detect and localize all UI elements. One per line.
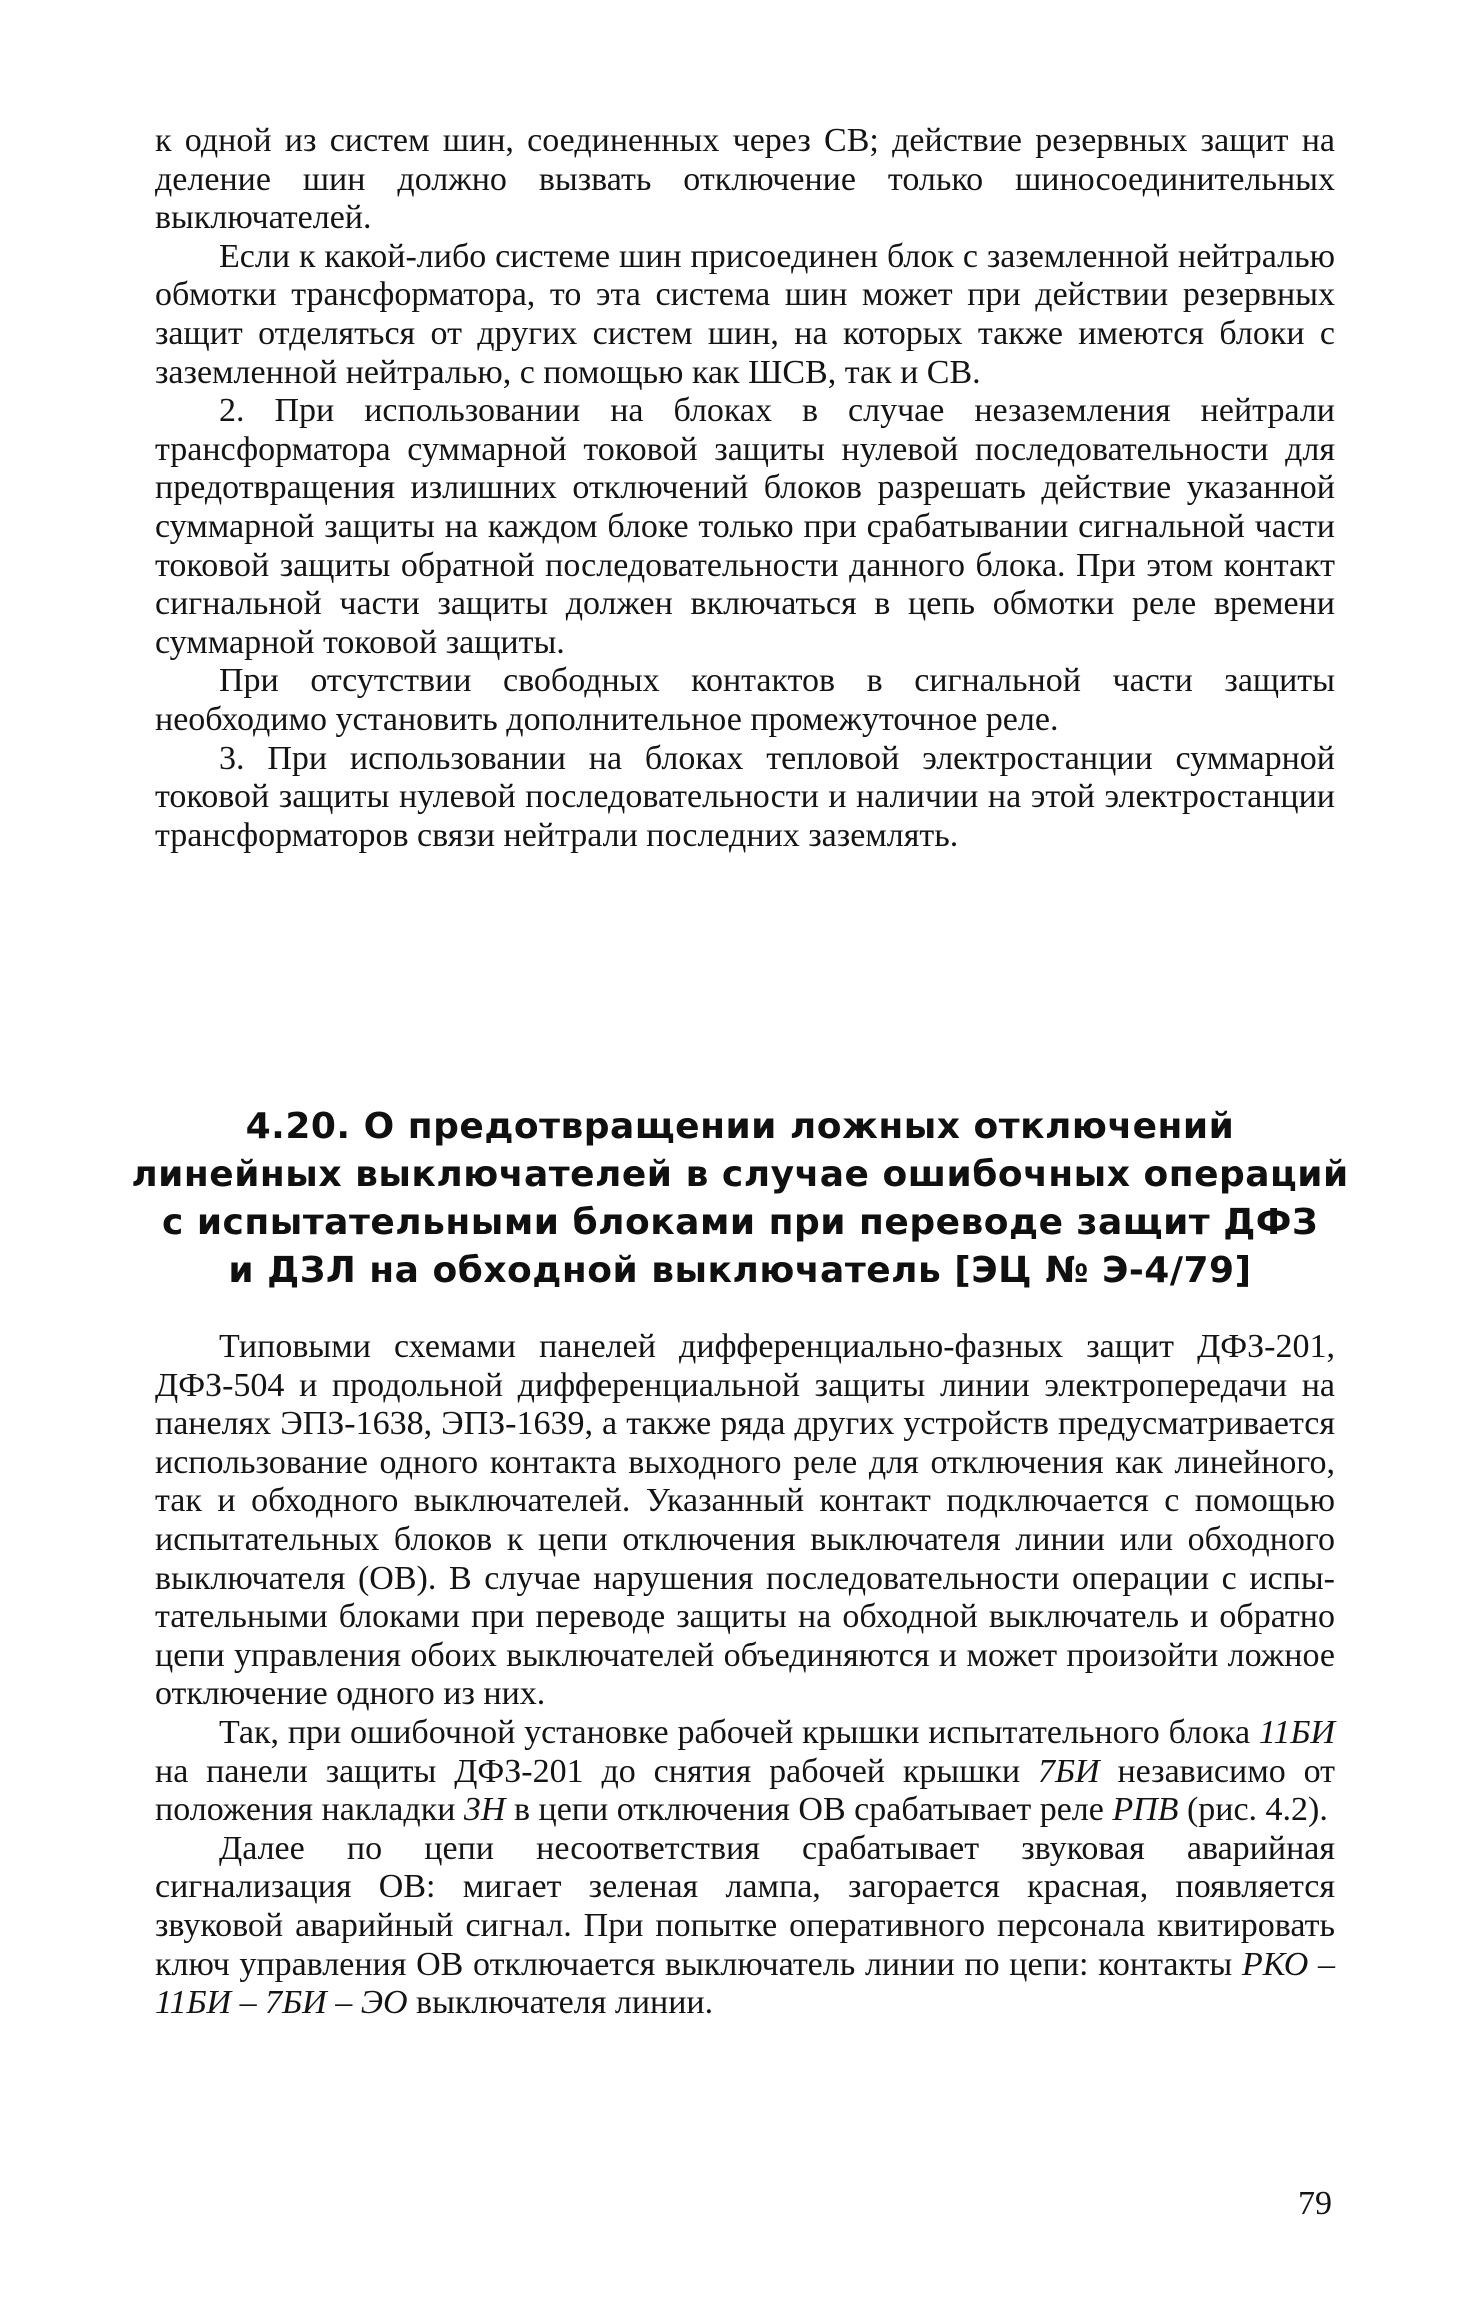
heading-line-3: с испытательными блоками при переводе защит ДФЗ	[161, 1202, 1319, 1243]
text-run: в цепи отключения ОВ срабатывает реле	[505, 1791, 1113, 1829]
paragraph-free-contacts: При отсутствии свободных контактов в сигнальной части защиты необходимо установить дополнительное промежуточное реле.	[155, 662, 1335, 738]
page-number: 79	[1298, 2185, 1332, 2222]
section-heading	[130, 1103, 1350, 1295]
text-run: на панели защиты ДФЗ-201 до снятия рабочей крышки	[155, 1752, 1038, 1790]
paragraph-item-3: 3. При использовании на блоках тепловой электростанции суммарной токовой защиты нулевой последовательности и наличии на этой электростанции трансформаторов связи нейтрали последних заземлять.	[155, 739, 1335, 854]
paragraph-typical-schemes: Типовыми схемами панелей дифференциально-фазных защит ДФЗ-201, ДФЗ-504 и продольной дифференциальной защиты линии электропередачи на панелях ЭПЗ-1638, ЭПЗ-1639, а также ряда других устройств предусматривается использование одного контакта выходного реле для отключения как линейного, так и обходного выключателей. Указанный контакт подключается с помощью испытательных блоков к цепи отключения выключателя линии или обходного выключателя (ОВ). В случае нарушения последовательности операции с испытательными блоками при переводе защиты на обходной выключатель и обратно цепи управления обоих выключателей объединяются и может произойти ложное отключение одного из них.	[155, 1328, 1335, 1713]
italic-term: 3Н	[463, 1791, 506, 1829]
text-run: выключателя линии.	[407, 1984, 714, 2022]
italic-term: РКО – 11БИ – 7БИ – ЭО	[155, 1945, 1335, 2022]
paragraph-grounded-neutral: Если к какой-либо системе шин присоединен блок с заземленной нейтралью обмотки трансформатора, то эта система шин может при действии резервных защит отделяться от других систем шин, на которых также имеются блоки с заземленной нейтралью, с помощью как ШСВ, так и СВ.	[155, 237, 1335, 391]
italic-term: 7БИ	[1037, 1752, 1100, 1790]
text-run: независимо от положения накладки	[155, 1752, 1335, 1829]
text-run: (рис. 4.2).	[1178, 1791, 1328, 1829]
heading-line-2: линейных выключателей в случае ошибочных операций	[131, 1154, 1349, 1195]
italic-term: РПВ	[1112, 1791, 1179, 1829]
paragraph-alarm-signal	[155, 1830, 1335, 2023]
paragraph-continuation: к одной из систем шин, соединенных через СВ; действие резервных защит на деление шин должно вызвать отключение только шиносоединительных выключателей.	[155, 122, 1335, 237]
paragraph-erroneous-installation	[155, 1714, 1335, 1830]
italic-term: 11БИ	[1258, 1713, 1335, 1751]
paragraph-item-2: 2. При использовании на блоках в случае незаземления нейтрали трансформатора суммарной токовой защиты нулевой последовательности для предотвращения излишних отключений блоков разрешать действие указанной суммарной защиты на каждом блоке только при срабатывании сигнальной части токовой защиты обратной последовательности данного блока. При этом контакт сигнальной части защиты должен включаться в цепь обмотки реле времени суммарной токовой защиты.	[155, 392, 1335, 661]
bottom-text-section	[155, 1328, 1335, 2023]
heading-line-1: 4.20. О предотвращении ложных отключений	[245, 1106, 1235, 1147]
text-run: Далее по цепи несоответствия срабатывает звуковая аварийная сигнализация ОВ: мигает зеленая лампа, загорается красная, появляется звуковой аварийный сигнал. При попытке оперативного персонала квитировать ключ управления ОВ отключается выключатель линии по цепи: контакты	[155, 1829, 1335, 1983]
text-run: Так, при ошибочной установке рабочей крышки испытательного блока	[219, 1713, 1259, 1751]
top-text-section	[155, 122, 1335, 855]
heading-line-4: и ДЗЛ на обходной выключатель [ЭЦ № Э-4/79]	[228, 1250, 1252, 1291]
